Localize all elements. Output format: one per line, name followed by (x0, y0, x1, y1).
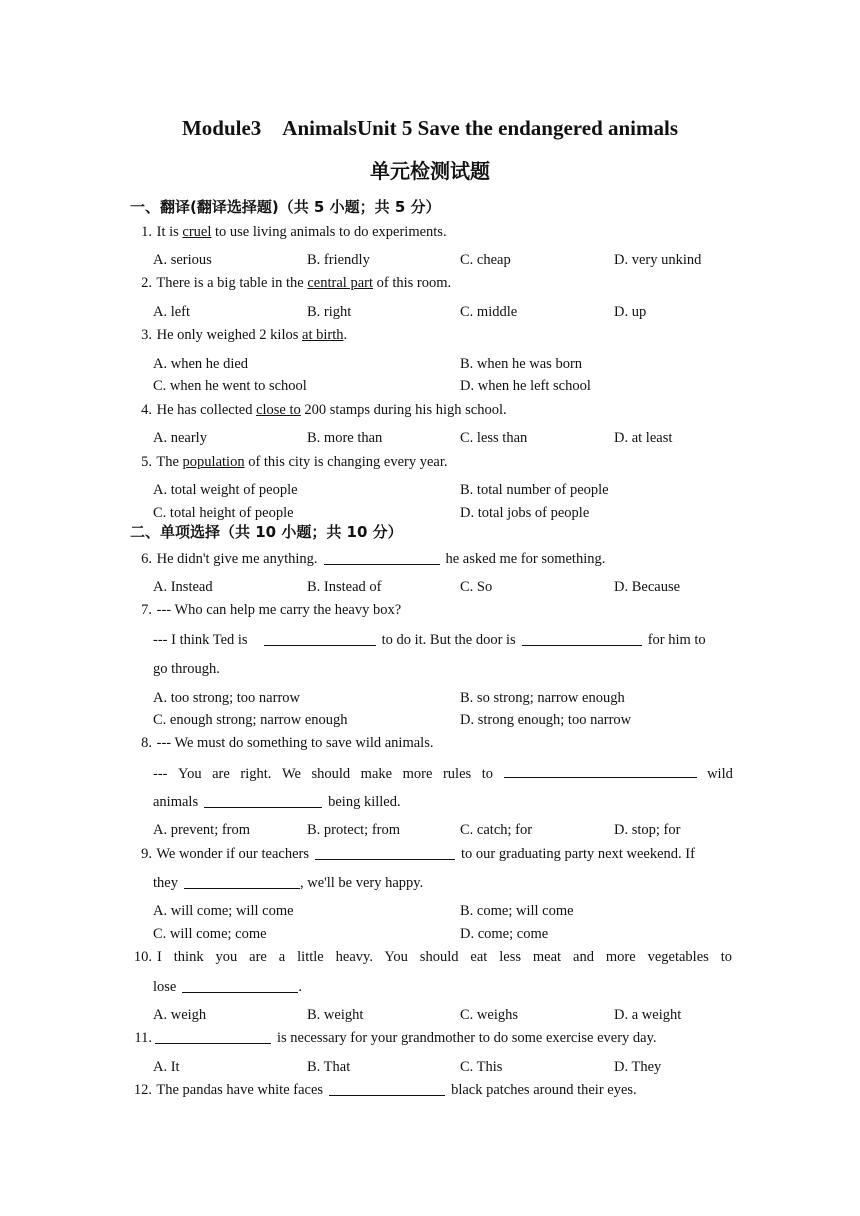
option-d: D. They (614, 1059, 662, 1075)
option-d: D. when he left school (460, 378, 591, 394)
question-number: 8. (141, 735, 152, 751)
question-7-line-2: --- I think Ted is to do it. But the door is for him to (153, 632, 706, 648)
option-b: B. so strong; narrow enough (460, 690, 625, 706)
answer-blank (522, 631, 642, 646)
option-b: B. when he was born (460, 356, 583, 372)
option-a: A. nearly (153, 430, 207, 446)
option-a: A. when he died (153, 356, 249, 372)
underlined-phrase: at birth (302, 327, 344, 343)
option-c: C. So (460, 579, 493, 595)
underlined-phrase: central part (307, 275, 373, 291)
option-d: D. very unkind (614, 252, 702, 268)
option-a: A. prevent; from (153, 822, 251, 838)
question-number: 1. (141, 224, 152, 240)
question-12: 12. The pandas have white faces black patches around their eyes. (128, 1080, 732, 1100)
option-b: B. protect; from (307, 822, 401, 838)
option-a: A. It (153, 1059, 180, 1075)
question-number: 7. (141, 602, 152, 618)
answer-blank (182, 978, 298, 993)
question-4: 4. He has collected close to 200 stamps during his high school. (128, 400, 732, 420)
option-b: B. total number of people (460, 482, 609, 498)
section-heading-single-choice: 二、单项选择（共 10 小题；共 10 分） (130, 523, 403, 541)
option-a: A. weigh (153, 1007, 207, 1023)
option-c: C. This (460, 1059, 503, 1075)
option-c: C. catch; for (460, 822, 533, 838)
question-3: 3. He only weighed 2 kilos at birth. (128, 325, 732, 345)
section-heading-translation: 一、翻译(翻译选择题)（共 5 小题；共 5 分） (130, 198, 441, 216)
answer-blank (264, 631, 376, 646)
question-number: 9. (141, 846, 152, 862)
option-b: B. come; will come (460, 903, 574, 919)
option-b: B. weight (307, 1007, 364, 1023)
option-b: B. friendly (307, 252, 370, 268)
option-d: D. stop; for (614, 822, 681, 838)
question-number: 6. (141, 551, 152, 567)
question-6: 6. He didn't give me anything. he asked me for something. (128, 549, 732, 569)
option-d: D. total jobs of people (460, 505, 590, 521)
option-b: B. That (307, 1059, 351, 1075)
underlined-phrase: close to (256, 402, 301, 418)
option-c: C. enough strong; narrow enough (153, 712, 348, 728)
option-b: B. Instead of (307, 579, 382, 595)
option-a: A. Instead (153, 579, 213, 595)
option-d: D. strong enough; too narrow (460, 712, 632, 728)
question-number: 3. (141, 327, 152, 343)
option-b: B. right (307, 304, 352, 320)
option-a: A. too strong; too narrow (153, 690, 300, 706)
answer-blank (204, 793, 322, 808)
option-d: D. at least (614, 430, 673, 446)
option-c: C. weighs (460, 1007, 518, 1023)
page-subtitle: 单元检测试题 (370, 159, 490, 183)
question-number: 5. (141, 454, 152, 470)
question-9: 9. We wonder if our teachers to our graduating party next weekend. If (128, 844, 732, 864)
option-b: B. more than (307, 430, 383, 446)
question-8: 8. --- We must do something to save wild animals. (128, 733, 732, 753)
question-5: 5. The population of this city is changing every year. (128, 452, 732, 472)
answer-blank (315, 845, 455, 860)
question-number: 12. (133, 1082, 152, 1098)
question-2: 2. There is a big table in the central part of this room. (128, 273, 732, 293)
option-d: D. Because (614, 579, 681, 595)
question-8-line-2: --- You are right. We should make more rules to wild (153, 763, 733, 784)
question-7-line-3: go through. (153, 661, 220, 677)
question-11: 11. is necessary for your grandmother to do some exercise every day. (128, 1028, 732, 1048)
question-number: 11. (134, 1030, 152, 1046)
option-c: C. less than (460, 430, 528, 446)
question-9-line-2: they , we'll be very happy. (153, 875, 424, 891)
question-number: 10. (133, 949, 152, 965)
answer-blank (504, 763, 697, 778)
option-d: D. a weight (614, 1007, 682, 1023)
option-c: C. middle (460, 304, 518, 320)
question-number: 4. (141, 402, 152, 418)
question-10-line-2: lose . (153, 979, 302, 995)
question-1: 1. It is cruel to use living animals to do experiments. (128, 222, 732, 242)
answer-blank (155, 1029, 271, 1044)
option-d: D. come; come (460, 926, 549, 942)
option-c: C. cheap (460, 252, 511, 268)
option-d: D. up (614, 304, 647, 320)
option-a: A. left (153, 304, 191, 320)
answer-blank (184, 874, 300, 889)
option-a: A. serious (153, 252, 212, 268)
answer-blank (329, 1081, 445, 1096)
option-c: C. will come; come (153, 926, 267, 942)
underlined-phrase: population (182, 454, 245, 470)
question-10: 10. I think you are a little heavy. You should eat less meat and more vegetables to (128, 947, 732, 967)
underlined-phrase: cruel (182, 224, 212, 240)
page-title: Module3 AnimalsUnit 5 Save the endangered animals (181, 116, 679, 140)
option-c: C. when he went to school (153, 378, 307, 394)
question-number: 2. (141, 275, 152, 291)
option-c: C. total height of people (153, 505, 294, 521)
option-a: A. will come; will come (153, 903, 294, 919)
answer-blank (324, 550, 440, 565)
question-8-line-3: animals being killed. (153, 794, 401, 810)
option-a: A. total weight of people (153, 482, 298, 498)
question-7: 7. --- Who can help me carry the heavy box? (128, 600, 732, 620)
